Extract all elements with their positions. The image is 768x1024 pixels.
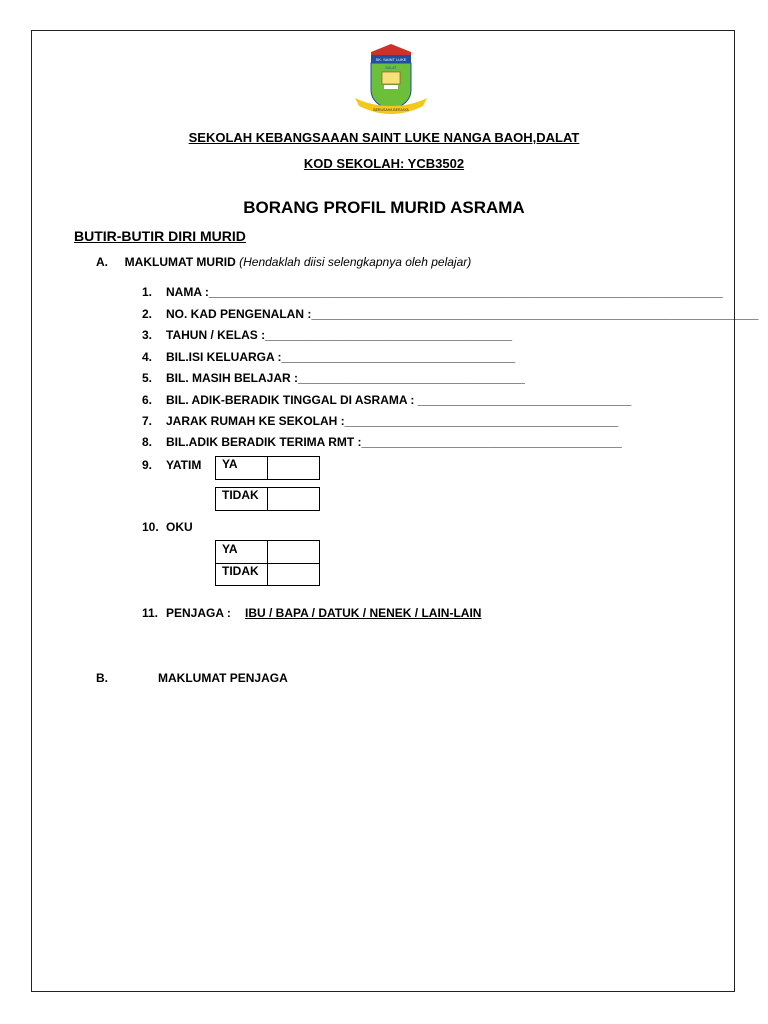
field-label: TAHUN / KELAS :_____________________________________ — [166, 328, 513, 342]
field-bil-masih-belajar[interactable] — [0, 371, 768, 387]
yatim-ya-box — [215, 456, 320, 480]
yatim-ya-label: YA — [222, 457, 238, 471]
oku-number: 10. — [142, 520, 159, 534]
school-name: SEKOLAH KEBANGSAAAN SAINT LUKE NANGA BAOH,DALAT — [188, 130, 580, 145]
subsection-a-note: (Hendaklah diisi selengkapnya oleh pelajar) — [239, 255, 472, 269]
form-title: BORANG PROFIL MURID ASRAMA — [243, 198, 525, 217]
field-number: 5. — [142, 371, 153, 385]
subsection-b-title: MAKLUMAT PENJAGA — [158, 671, 288, 685]
field-label: BIL.ADIK BERADIK TERIMA RMT :_______________________________________ — [166, 435, 622, 449]
field-label: JARAK RUMAH KE SEKOLAH :_________________________________________ — [166, 414, 619, 428]
yatim-tidak-checkbox[interactable] — [267, 488, 268, 510]
field-label: BIL. MASIH BELAJAR :__________________________________ — [166, 371, 525, 385]
field-number: 4. — [142, 350, 153, 364]
subsection-a-title: MAKLUMAT MURID — [124, 255, 236, 269]
oku-ya-label: YA — [222, 542, 238, 556]
logo-ribbon-text: BERUSAHA BERJAYA — [373, 108, 409, 112]
section-title: BUTIR-BUTIR DIRI MURID — [74, 228, 246, 244]
oku-tidak-label: TIDAK — [222, 564, 259, 578]
field-number: 8. — [142, 435, 153, 449]
subsection-a-heading — [96, 255, 471, 269]
school-code: KOD SEKOLAH: YCB3502 — [303, 156, 465, 171]
yatim-tidak-box — [215, 487, 320, 511]
field-adik-beradik-asrama[interactable] — [0, 393, 768, 409]
logo-emblem — [382, 72, 400, 84]
oku-label: OKU — [166, 520, 193, 534]
subsection-b-label: B. — [96, 671, 108, 685]
subsection-a-label: A. — [96, 255, 108, 269]
field-tahun-kelas[interactable] — [0, 328, 768, 344]
field-number: 2. — [142, 307, 153, 321]
field-terima-rmt[interactable] — [0, 435, 768, 451]
field-label: NAMA :_____________________________________________________________________________ — [166, 285, 723, 299]
penjaga-label: PENJAGA : — [166, 606, 231, 620]
page-border — [31, 30, 735, 992]
field-kad-pengenalan[interactable] — [0, 307, 768, 323]
field-jarak-rumah[interactable] — [0, 414, 768, 430]
yatim-label: YATIM — [166, 458, 202, 472]
yatim-number: 9. — [142, 458, 153, 472]
logo-sub-text: DALAT — [385, 66, 397, 70]
yatim-ya-checkbox[interactable] — [267, 457, 268, 479]
school-logo — [351, 44, 431, 120]
field-number: 3. — [142, 328, 153, 342]
field-bil-isi-keluarga[interactable] — [0, 350, 768, 366]
field-label: BIL. ADIK-BERADIK TINGGAL DI ASRAMA : ________________________________ — [166, 393, 632, 407]
logo-book — [384, 85, 398, 89]
logo-banner-text: SK. SAINT LUKE — [375, 57, 407, 62]
oku-box — [215, 540, 320, 586]
field-number: 7. — [142, 414, 153, 428]
oku-checkbox-column[interactable] — [267, 541, 268, 585]
field-label: BIL.ISI KELUARGA :___________________________________ — [166, 350, 516, 364]
field-number: 1. — [142, 285, 153, 299]
penjaga-options[interactable]: IBU / BAPA / DATUK / NENEK / LAIN-LAIN — [245, 606, 482, 620]
logo-roof — [371, 44, 411, 56]
field-label: NO. KAD PENGENALAN :___________________________________________________________________ — [166, 307, 759, 321]
field-nama[interactable] — [0, 285, 768, 301]
field-number: 6. — [142, 393, 153, 407]
penjaga-number: 11. — [142, 606, 159, 620]
yatim-tidak-label: TIDAK — [222, 488, 259, 502]
